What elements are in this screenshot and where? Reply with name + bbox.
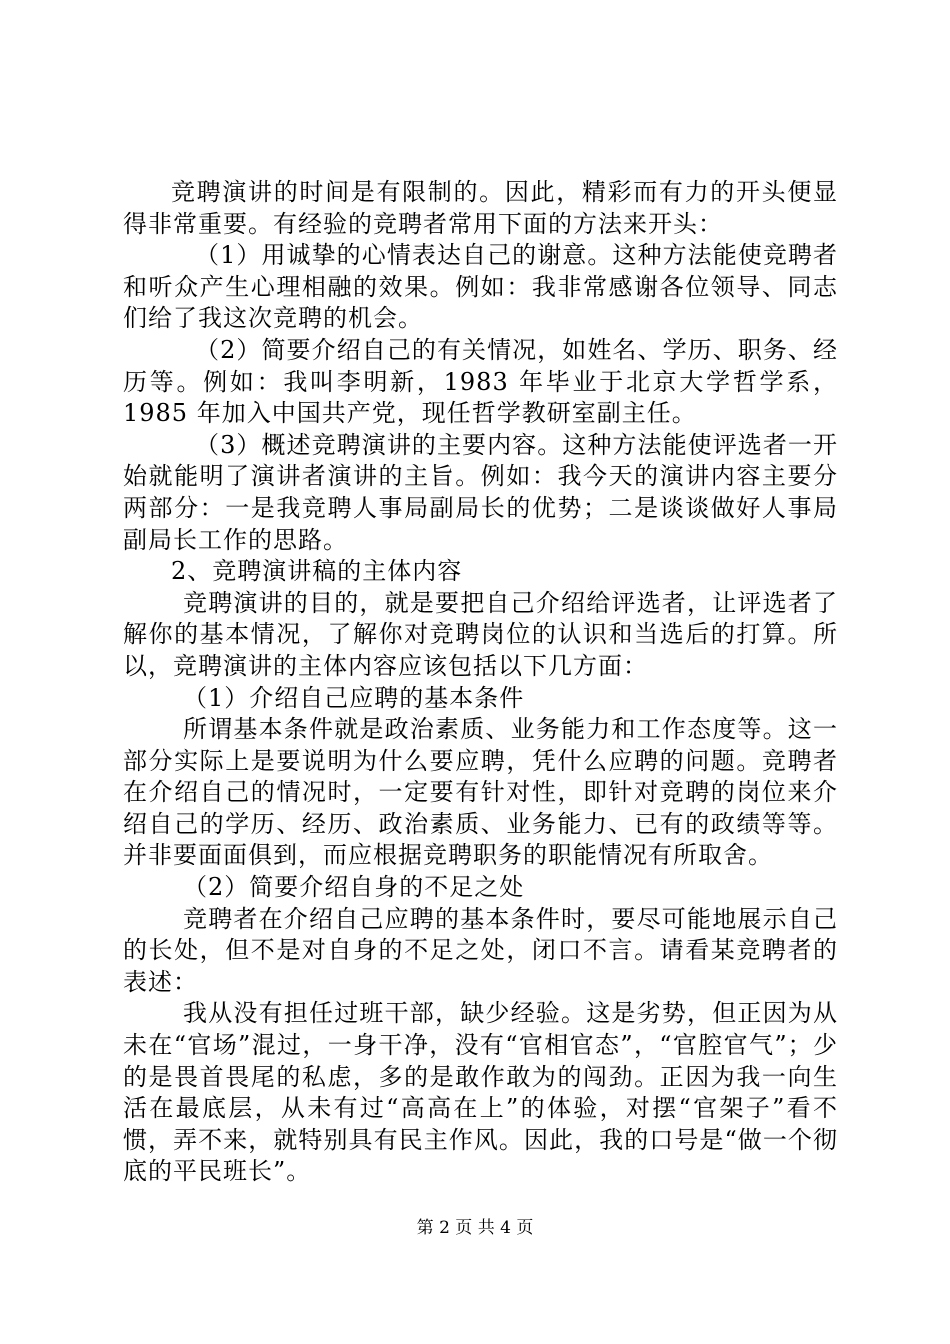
paragraph-method-2: （2）简要介绍自己的有关情况，如姓名、学历、职务、经历等。例如：我叫李明新，1983 年毕业于北京大学哲学系，1985 年加入中国共产党，现任哲学教研室副主任。	[123, 335, 838, 428]
paragraph-method-3: （3）概述竞聘演讲的主要内容。这种方法能使评选者一开始就能明了演讲者演讲的主旨。例如：我今天的演讲内容主要分两部分：一是我竞聘人事局副局长的优势；二是谈谈做好人事局副局长工作的思路。	[123, 430, 838, 554]
paragraph-shortcomings: 竞聘者在介绍自己应聘的基本条件时，要尽可能地展示自己的长处，但不是对自身的不足之处，闭口不言。请看某竞聘者的表述：	[123, 904, 838, 996]
document-body	[123, 177, 838, 1188]
paragraph-example-quote: 我从没有担任过班干部，缺少经验。这是劣势，但正因为从未在“官场”混过，一身干净，没有“官相官态”，“官腔官气”；少的是畏首畏尾的私虑，多的是敢作敢为的闯劲。正因为我一向生活在最底层，从未有过“高高在上”的体验，对摆“官架子”看不惯，弄不来，就特别具有民主作风。因此，我的口号是“做一个彻底的平民班长”。	[123, 999, 838, 1186]
page-number-label: 第 2 页 共 4 页	[416, 1218, 534, 1238]
section-heading-main-content: 2、竞聘演讲稿的主体内容	[171, 557, 463, 586]
paragraph-method-1: （1）用诚挚的心情表达自己的谢意。这种方法能使竞聘者和听众产生心理相融的效果。例如：我非常感谢各位领导、同志们给了我这次竞聘的机会。	[123, 241, 838, 333]
subheading-shortcomings: （2）简要介绍自身的不足之处	[183, 873, 525, 902]
paragraph-main-content-intro: 竞聘演讲的目的，就是要把自己介绍给评选者，让评选者了解你的基本情况，了解你对竞聘岗位的认识和当选后的打算。所以，竞聘演讲的主体内容应该包括以下几方面：	[123, 588, 838, 680]
subheading-basic-conditions: （1）介绍自己应聘的基本条件	[183, 683, 525, 712]
paragraph-basic-conditions: 所谓基本条件就是政治素质、业务能力和工作态度等。这一部分实际上是要说明为什么要应聘，凭什么应聘的问题。竞聘者在介绍自己的情况时，一定要有针对性，即针对竞聘的岗位来介绍自己的学历、经历、政治素质、业务能力、已有的政绩等等。并非要面面俱到，而应根据竞聘职务的职能情况有所取舍。	[123, 715, 838, 870]
page-footer	[0, 1216, 950, 1240]
paragraph-opening-intro: 竞聘演讲的时间是有限制的。因此，精彩而有力的开头便显得非常重要。有经验的竞聘者常用下面的方法来开头：	[123, 178, 838, 238]
